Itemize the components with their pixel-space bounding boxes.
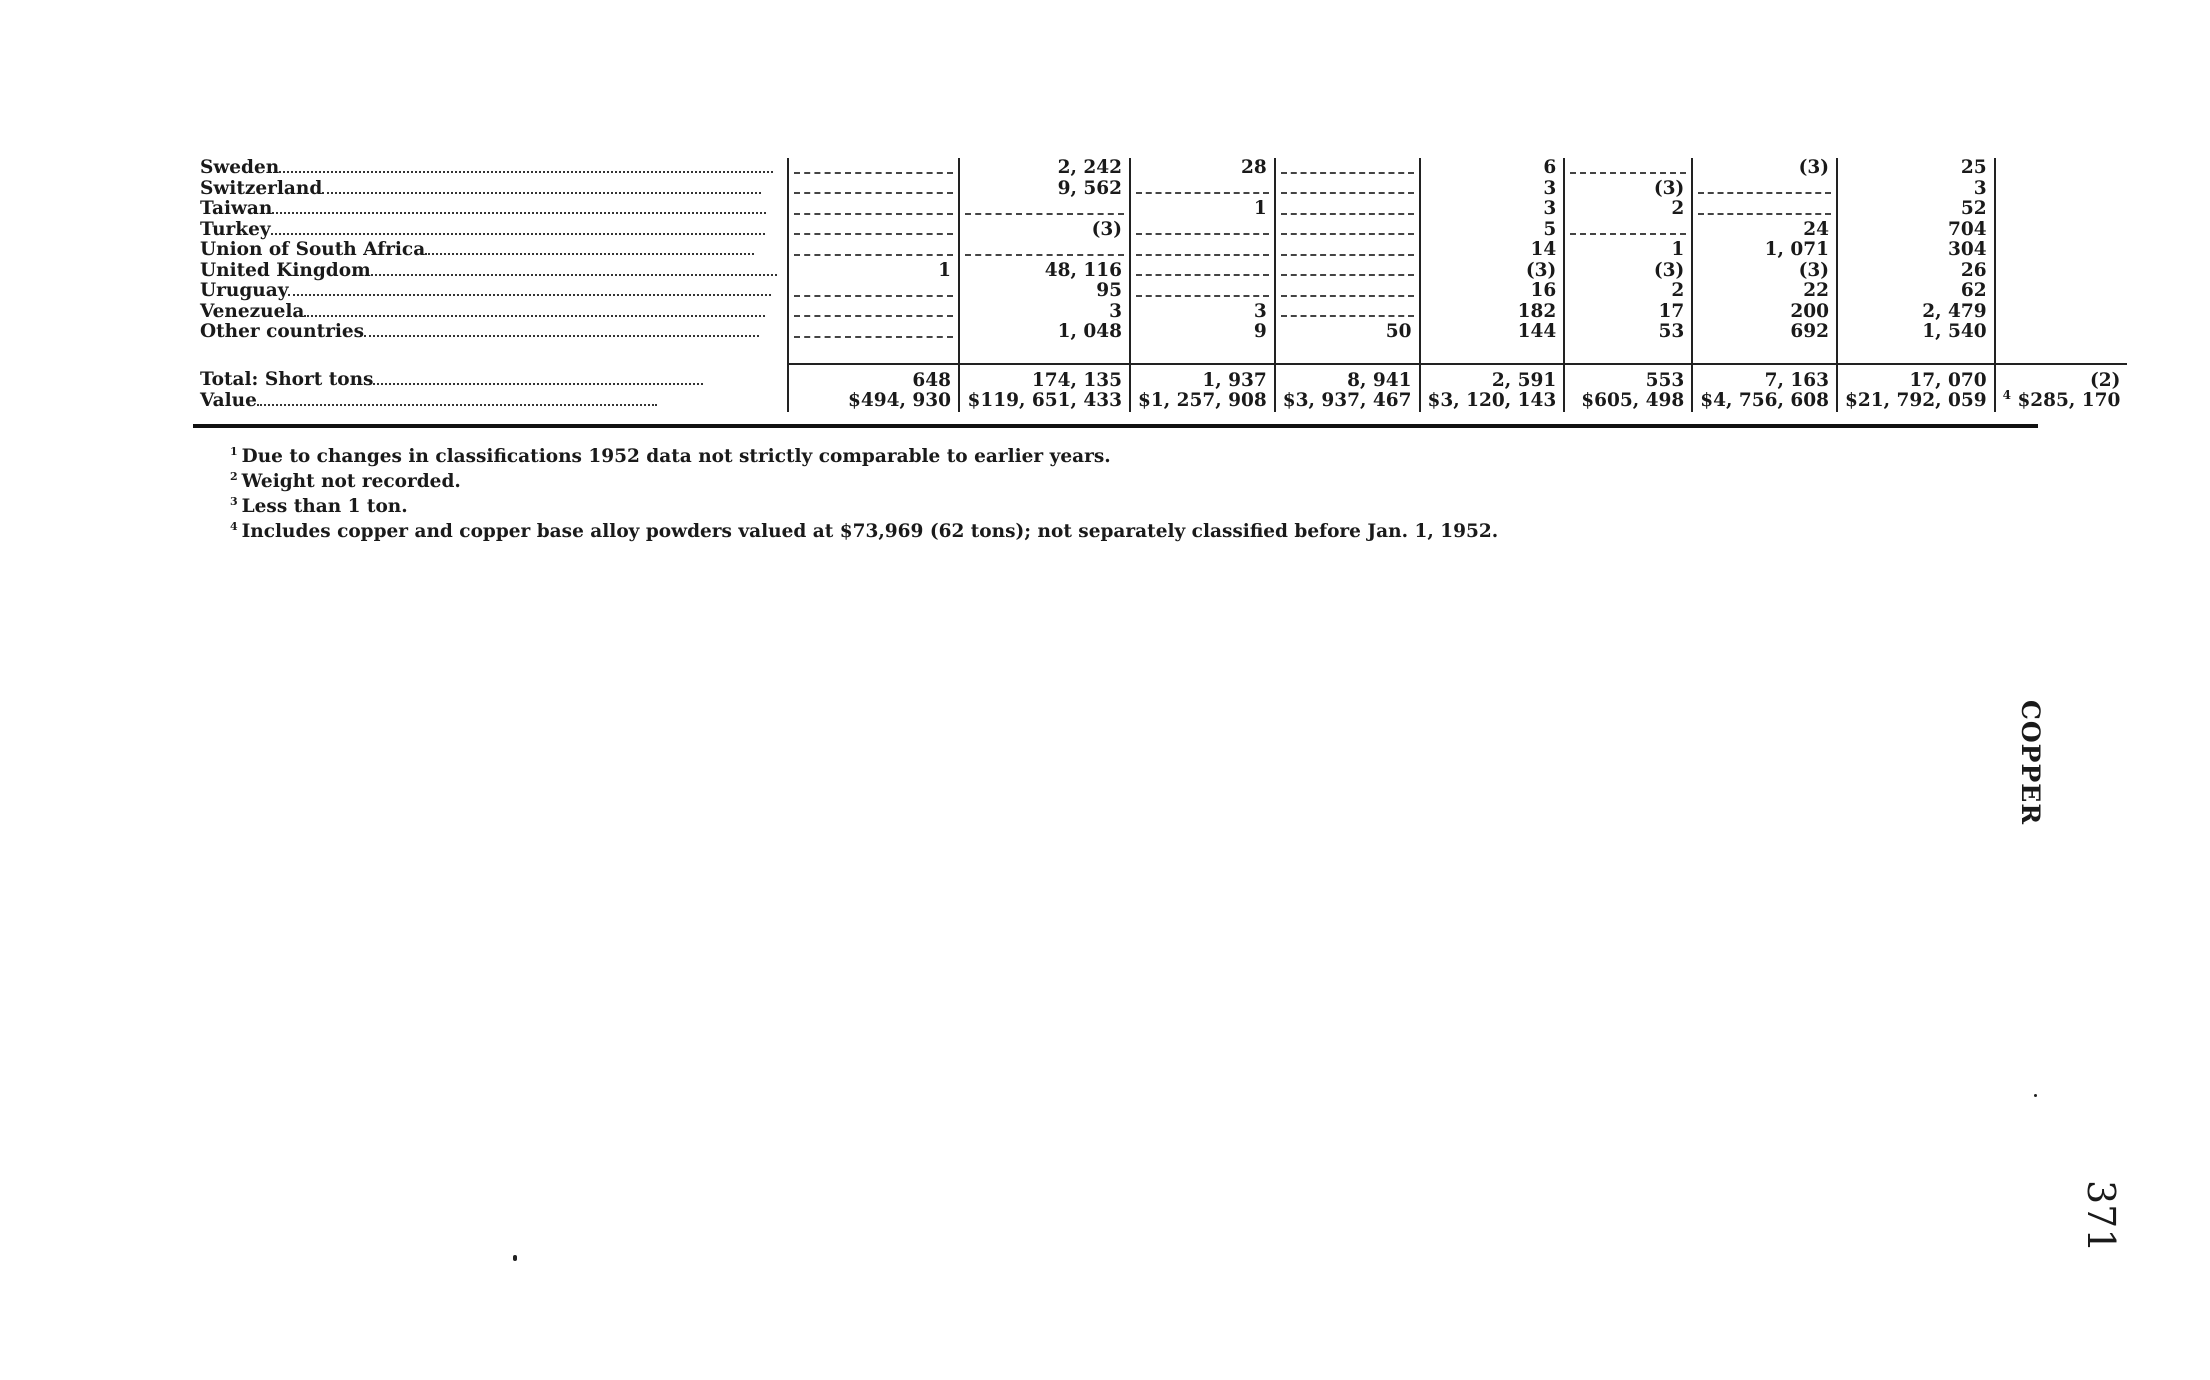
cell-value: 3	[1109, 300, 1122, 322]
cell-value: 17	[1658, 300, 1685, 322]
cell-value: (3)	[1798, 157, 1829, 178]
table-bottom-rule	[193, 424, 2038, 428]
cell-value: 1	[1671, 239, 1685, 260]
cell-c8	[1837, 302, 1995, 323]
cell-value: 1, 048	[1057, 321, 1122, 342]
dot-leader	[322, 192, 761, 194]
footnote-3: $^3$ Less than 1 ton.	[230, 495, 408, 518]
cell-c6	[1564, 322, 1692, 343]
country-label	[193, 261, 788, 282]
cell-value: 3	[1253, 300, 1267, 322]
cell-value: 9	[1253, 321, 1267, 342]
dot-leader	[364, 335, 759, 337]
footnote-2: $^2$ Weight not recorded.	[230, 470, 461, 493]
cell-c4	[1275, 261, 1420, 282]
dot-leader	[257, 404, 657, 406]
cell-value: 1	[1253, 198, 1267, 219]
cell-c5	[1420, 220, 1565, 241]
cell-c5	[1420, 322, 1565, 343]
cell-c8	[1837, 199, 1995, 220]
table-row	[193, 302, 2127, 323]
cell-value: (3)	[1798, 259, 1829, 281]
cell-c6	[1564, 158, 1692, 179]
empty-dash	[1136, 265, 1269, 276]
total-value-cell: $4, 756, 608	[1692, 391, 1837, 412]
cell-value: 704	[1948, 218, 1987, 240]
page-number: 371	[2079, 1180, 2123, 1253]
dot-leader	[271, 233, 765, 235]
table-row	[193, 240, 2127, 261]
total-value-cell: $21, 792, 059	[1837, 391, 1995, 412]
cell-value: 5	[1543, 218, 1557, 240]
dot-leader	[425, 253, 754, 255]
empty-dash	[794, 245, 953, 256]
empty-dash	[794, 163, 953, 174]
cell-c3	[1130, 240, 1275, 261]
cell-value: 95	[1096, 280, 1122, 301]
total-value-row	[193, 391, 2127, 412]
cell-value: 22	[1803, 280, 1829, 301]
empty-dash	[1281, 204, 1414, 215]
footnotes	[230, 442, 1498, 543]
total-short-tons-cell: 17, 070	[1837, 364, 1995, 392]
cell-value: 26	[1960, 259, 1987, 281]
cell-c1	[788, 240, 959, 261]
cell-c7	[1692, 158, 1837, 179]
cell-c4	[1275, 199, 1420, 220]
empty-dash	[794, 286, 953, 297]
cell-c8	[1837, 322, 1995, 343]
cell-c4	[1275, 179, 1420, 200]
total-value-cell: $^4$ $285, 170	[1995, 391, 2128, 412]
total-short-tons-row	[193, 364, 2127, 392]
cell-c5	[1420, 302, 1565, 323]
dot-leader	[272, 212, 766, 214]
empty-dash	[1136, 286, 1269, 297]
total-value-cell: $3, 120, 143	[1420, 391, 1565, 412]
cell-value: 304	[1948, 239, 1987, 260]
total-short-tons-cell: 1, 937	[1130, 364, 1275, 392]
table-row	[193, 322, 2127, 343]
cell-value: (3)	[1653, 177, 1685, 199]
empty-dash	[1698, 204, 1831, 215]
cell-c6	[1564, 281, 1692, 302]
country-label	[193, 240, 788, 261]
dot-leader	[279, 171, 773, 173]
country-label	[193, 158, 788, 179]
empty-dash	[1136, 245, 1269, 256]
total-short-tons-cell: (2)	[1995, 364, 2128, 392]
cell-c6	[1564, 240, 1692, 261]
empty-dash	[794, 306, 953, 317]
total-short-tons-cell: 8, 941	[1275, 364, 1420, 392]
cell-value: (3)	[1653, 259, 1685, 281]
footnote-1: $^1$ Due to changes in classifications 1952 data not strictly comparable to earlier years.	[230, 445, 1111, 468]
cell-c2	[959, 281, 1130, 302]
cell-value: 3	[1543, 177, 1557, 199]
cell-c7	[1692, 261, 1837, 282]
empty-dash	[1281, 306, 1414, 317]
cell-c1	[788, 302, 959, 323]
cell-c4	[1275, 220, 1420, 241]
cell-c7	[1692, 220, 1837, 241]
cell-c8	[1837, 158, 1995, 179]
cell-c1	[788, 158, 959, 179]
cell-c9	[1995, 322, 2128, 343]
empty-dash	[1281, 245, 1414, 256]
cell-c3	[1130, 220, 1275, 241]
country-label	[193, 220, 788, 241]
total-label: Total: Short tons	[193, 364, 788, 392]
cell-c9	[1995, 261, 2128, 282]
empty-dash	[1698, 183, 1831, 194]
total-value-cell: $605, 498	[1564, 391, 1692, 412]
cell-c2	[959, 322, 1130, 343]
cell-c3	[1130, 179, 1275, 200]
dot-leader	[373, 383, 703, 385]
cell-c6	[1564, 199, 1692, 220]
total-value-cell: $1, 257, 908	[1130, 391, 1275, 412]
empty-dash	[1281, 265, 1414, 276]
cell-c5	[1420, 261, 1565, 282]
cell-value: 2	[1671, 280, 1685, 301]
cell-c4	[1275, 158, 1420, 179]
cell-c7	[1692, 199, 1837, 220]
empty-dash	[1570, 224, 1686, 235]
table-row	[193, 199, 2127, 220]
cell-c7	[1692, 281, 1837, 302]
country-label	[193, 281, 788, 302]
cell-c7	[1692, 302, 1837, 323]
cell-c1	[788, 261, 959, 282]
cell-c3	[1130, 261, 1275, 282]
empty-dash	[1136, 224, 1269, 235]
empty-dash	[794, 327, 953, 338]
cell-c6	[1564, 220, 1692, 241]
cell-value: 48, 116	[1044, 259, 1122, 281]
cell-value: 2	[1671, 198, 1685, 219]
cell-value: 53	[1658, 321, 1685, 342]
empty-dash	[794, 183, 953, 194]
table-row	[193, 281, 2127, 302]
cell-value: 2, 479	[1922, 300, 1987, 322]
cell-c9	[1995, 220, 2128, 241]
cell-c2	[959, 179, 1130, 200]
footnote-4: $^4$ Includes copper and copper base alloy powders valued at $73,969 (62 tons); not separately classified before Jan. 1, 1952.	[230, 520, 1499, 543]
country-label	[193, 199, 788, 220]
print-speck	[513, 1255, 517, 1261]
cell-c1	[788, 322, 959, 343]
country-name: Union of South Africa	[200, 239, 426, 260]
empty-dash	[1281, 224, 1414, 235]
cell-c8	[1837, 281, 1995, 302]
cell-value: 25	[1960, 157, 1987, 178]
value-label: Value	[193, 391, 788, 412]
dot-leader	[304, 315, 765, 317]
cell-value: 200	[1790, 300, 1829, 322]
cell-c7	[1692, 240, 1837, 261]
cell-c1	[788, 179, 959, 200]
cell-c7	[1692, 322, 1837, 343]
cell-value: 1	[938, 259, 951, 281]
cell-c2	[959, 302, 1130, 323]
cell-c8	[1837, 240, 1995, 261]
cell-value: 144	[1517, 321, 1557, 342]
cell-value: 182	[1517, 300, 1557, 322]
cell-c5	[1420, 199, 1565, 220]
cell-value: 50	[1385, 321, 1412, 342]
cell-c1	[788, 220, 959, 241]
cell-c9	[1995, 179, 2128, 200]
empty-dash	[1281, 286, 1414, 297]
country-name: Venezuela	[200, 300, 305, 322]
country-name: Other countries	[200, 321, 365, 342]
table-row	[193, 261, 2127, 282]
cell-c3	[1130, 158, 1275, 179]
cell-value: 16	[1530, 280, 1557, 301]
dot-leader	[288, 294, 771, 296]
country-name: Switzerland	[200, 177, 323, 199]
cell-c2	[959, 199, 1130, 220]
cell-c4	[1275, 322, 1420, 343]
cell-c3	[1130, 302, 1275, 323]
cell-c9	[1995, 199, 2128, 220]
cell-value: 1, 071	[1764, 239, 1829, 260]
table-row	[193, 220, 2127, 241]
cell-c9	[1995, 158, 2128, 179]
cell-c2	[959, 220, 1130, 241]
cell-value: 24	[1803, 218, 1829, 240]
total-short-tons-cell: 648	[788, 364, 959, 392]
total-short-tons-cell: 7, 163	[1692, 364, 1837, 392]
cell-value: 52	[1960, 198, 1987, 219]
total-short-tons-cell: 2, 591	[1420, 364, 1565, 392]
cell-c6	[1564, 302, 1692, 323]
cell-value: 1, 540	[1922, 321, 1987, 342]
empty-dash	[965, 245, 1124, 256]
cell-c5	[1420, 158, 1565, 179]
print-speck	[2034, 1094, 2037, 1097]
cell-c4	[1275, 302, 1420, 323]
empty-dash	[965, 204, 1124, 215]
cell-value: (3)	[1091, 218, 1122, 240]
table-body	[193, 158, 2127, 412]
table-row	[193, 179, 2127, 200]
cell-value: 2, 242	[1057, 157, 1122, 178]
cell-c9	[1995, 240, 2128, 261]
cell-c6	[1564, 179, 1692, 200]
cell-c4	[1275, 281, 1420, 302]
cell-value: 692	[1790, 321, 1829, 342]
cell-value: 14	[1530, 239, 1557, 260]
country-name: United Kingdom	[200, 259, 371, 281]
total-short-tons-cell: 553	[1564, 364, 1692, 392]
country-label	[193, 322, 788, 343]
cell-c9	[1995, 302, 2128, 323]
cell-value: 9, 562	[1057, 177, 1122, 199]
cell-value: 6	[1543, 157, 1557, 178]
country-name: Turkey	[200, 218, 271, 240]
empty-dash	[1570, 163, 1686, 174]
country-label	[193, 179, 788, 200]
cell-c8	[1837, 179, 1995, 200]
cell-c2	[959, 158, 1130, 179]
running-head-copper: COPPER	[2016, 700, 2045, 826]
cell-c9	[1995, 281, 2128, 302]
country-name: Taiwan	[200, 198, 273, 219]
cell-c2	[959, 240, 1130, 261]
total-value-cell: $3, 937, 467	[1275, 391, 1420, 412]
empty-dash	[1281, 183, 1414, 194]
cell-c2	[959, 261, 1130, 282]
cell-c5	[1420, 281, 1565, 302]
cell-c4	[1275, 240, 1420, 261]
country-name: Uruguay	[200, 280, 289, 301]
total-value-cell: $119, 651, 433	[959, 391, 1130, 412]
country-label	[193, 302, 788, 323]
cell-value: 28	[1241, 157, 1267, 178]
cell-c7	[1692, 179, 1837, 200]
cell-value: (3)	[1525, 259, 1557, 281]
table-row	[193, 158, 2127, 179]
total-value-cell: $494, 930	[788, 391, 959, 412]
total-short-tons-cell: 174, 135	[959, 364, 1130, 392]
spacer-row	[193, 343, 2127, 364]
exports-table	[193, 158, 2127, 412]
cell-c1	[788, 281, 959, 302]
cell-c3	[1130, 281, 1275, 302]
dot-leader	[371, 274, 777, 276]
country-name: Sweden	[200, 157, 280, 178]
cell-c3	[1130, 322, 1275, 343]
cell-c6	[1564, 261, 1692, 282]
cell-value: 3	[1973, 177, 1987, 199]
empty-dash	[1281, 163, 1414, 174]
cell-value: 62	[1960, 280, 1987, 301]
cell-c8	[1837, 220, 1995, 241]
cell-c5	[1420, 240, 1565, 261]
cell-c8	[1837, 261, 1995, 282]
empty-dash	[794, 204, 953, 215]
cell-c5	[1420, 179, 1565, 200]
empty-dash	[794, 224, 953, 235]
cell-value: 3	[1543, 198, 1557, 219]
cell-c3	[1130, 199, 1275, 220]
empty-dash	[1136, 183, 1269, 194]
cell-c1	[788, 199, 959, 220]
